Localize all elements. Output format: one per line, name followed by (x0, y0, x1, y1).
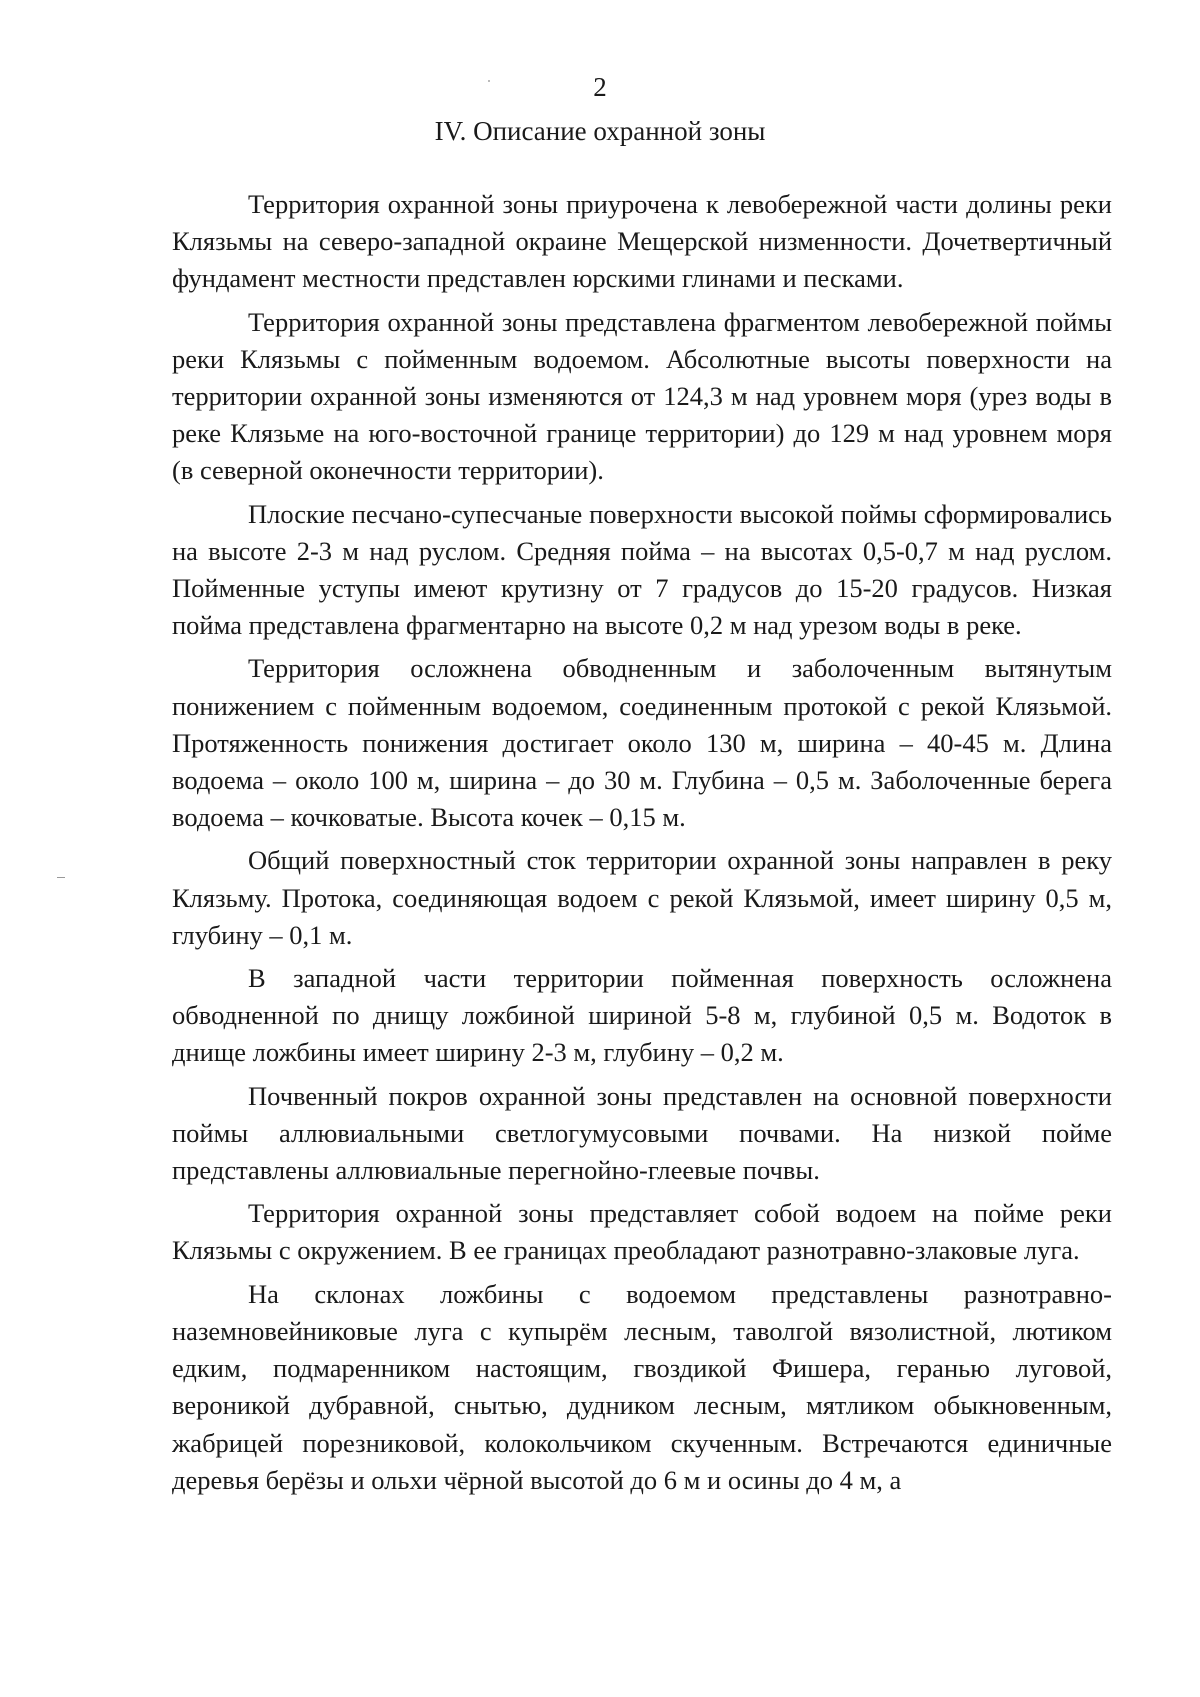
paragraph-6: В западной части территории пойменная поверхность осложнена обводненной по днищу ложбиной шириной 5-8 м, глубиной 0,5 м. Водоток в днище ложбины имеет ширину 2-3 м, глубину – 0,2 м. (172, 963, 1112, 1068)
paragraph-5: Общий поверхностный сток территории охранной зоны направлен в реку Клязьму. Протока, соединяющая водоем с рекой Клязьмой, имеет ширину 0,5 м, глубину – 0,1 м. (172, 845, 1112, 950)
margin-mark (57, 877, 65, 878)
paragraph-3: Плоские песчано-супесчаные поверхности высокой поймы сформировались на высоте 2-3 м над руслом. Средняя пойма – на высотах 0,5-0,7 м над руслом. Пойменные уступы имеют крутизну от 7 градусов до 15-20 градусов. Низкая пойма представлена фрагментарно на высоте 0,2 м над урезом воды в реке. (172, 498, 1112, 641)
paragraph-8: Территория охранной зоны представляет собой водоем на пойме реки Клязьмы с окружением. В ее границах преобладают разнотравно-злаковые луга. (172, 1198, 1112, 1266)
paragraph-4: Территория осложнена обводненным и заболоченным вытянутым понижением с пойменным водоемом, соединенным протокой с рекой Клязьмой. Протяженность понижения достигает около 130 м, ширина – 40-45 м. Длина водоема – около 100 м, ширина – до 30 м. Глубина – 0,5 м. Заболоченные берега водоема – кочковатые. Высота кочек – 0,15 м. (172, 653, 1112, 833)
section-title: IV. Описание охранной зоны (434, 116, 766, 146)
body-text (172, 186, 1112, 1505)
paragraph-9: На склонах ложбины с водоемом представлены разнотравно-наземновейниковые луга с купырём лесным, таволгой вязолистной, лютиком едким, подмаренником настоящим, гвоздикой Фишера, геранью луговой, вероникой дубравной, снытью, дудником лесным, мятликом обыкновенным, жабрицей порезниковой, колокольчиком скученным. Встречаются единичные деревья берёзы и ольхи чёрной высотой до 6 м и осины до 4 м, а (172, 1278, 1112, 1495)
paragraph-1: Территория охранной зоны приурочена к левобережной части долины реки Клязьмы на северо-западной окраине Мещерской низменности. Дочетвертичный фундамент местности представлен юрскими глинами и песками. (172, 189, 1112, 294)
paragraph-7: Почвенный покров охранной зоны представлен на основной поверхности поймы аллювиальными светлогумусовыми почвами. На низкой пойме представлены аллювиальные перегнойно-глеевые почвы. (172, 1080, 1112, 1186)
paragraph-2: Территория охранной зоны представлена фрагментом левобережной поймы реки Клязьмы с пойменным водоемом. Абсолютные высоты поверхности на территории охранной зоны изменяются от 124,3 м над уровнем моря (урез воды в реке Клязьме на юго-восточной границе территории) до 129 м над уровнем моря (в северной оконечности территории). (172, 306, 1112, 486)
page-number: 2 (593, 72, 607, 102)
